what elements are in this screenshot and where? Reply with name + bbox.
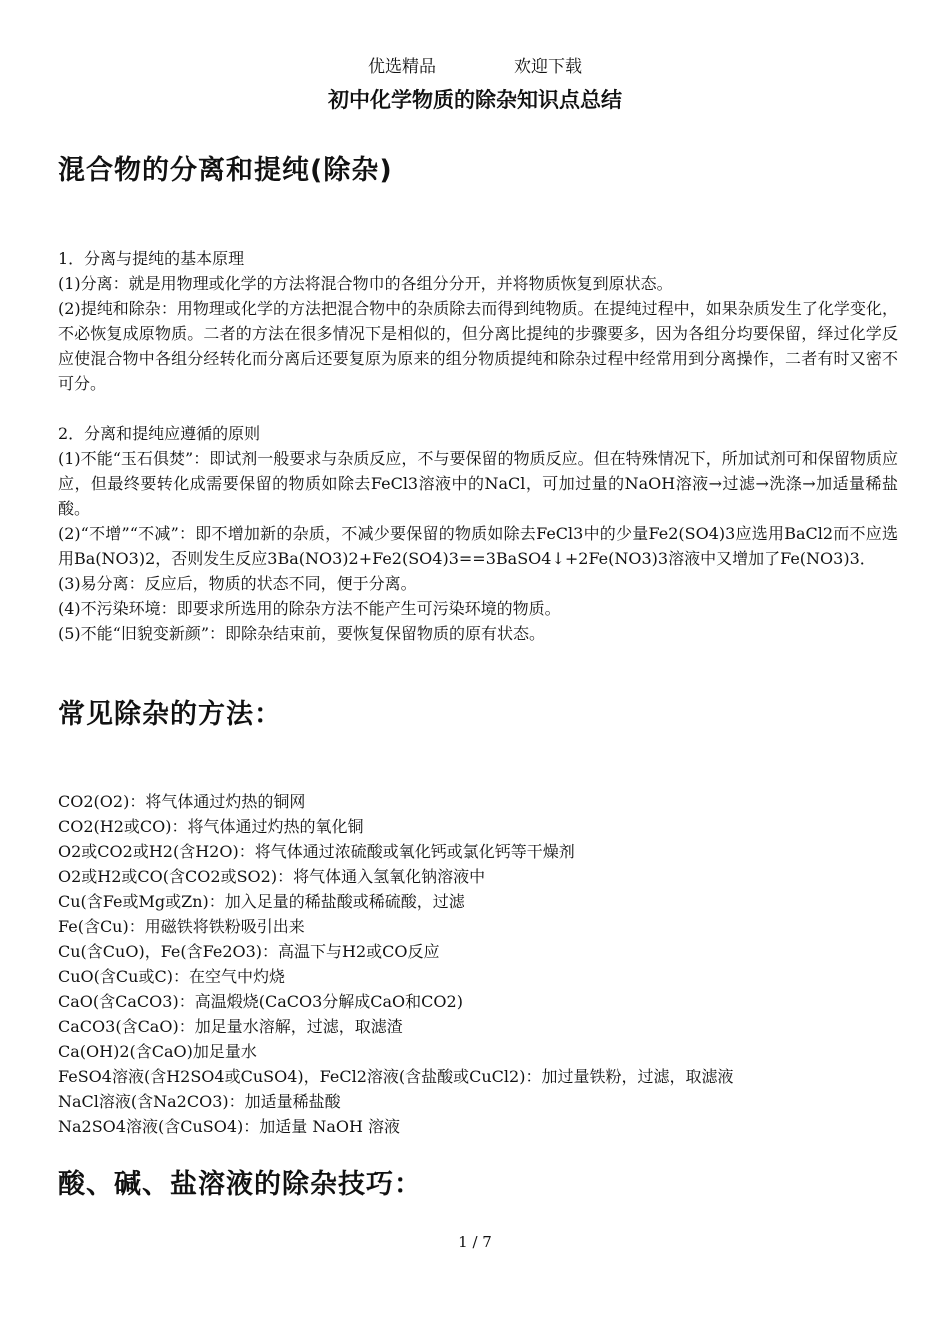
paragraph-separation: (1)分离：就是用物理或化学的方法将混合物巾的各组分分开，并将物质恢复到原状态。 <box>58 274 673 293</box>
method-item: O2或CO2或H2(含H2O)：将气体通过浓硫酸或氧化钙或氯化钙等干燥剂 <box>58 842 575 861</box>
document-title: 初中化学物质的除杂知识点总结 <box>328 88 622 112</box>
method-item: Ca(OH)2(含CaO)加足量水 <box>58 1042 257 1061</box>
method-item: CO2(O2)：将气体通过灼热的铜网 <box>58 792 306 811</box>
method-item: CaO(含CaCO3)：高温煅烧(CaCO3分解成CaO和CO2) <box>58 992 463 1011</box>
method-item: Cu(含Fe或Mg或Zn)：加入足量的稀盐酸或稀硫酸，过滤 <box>58 892 465 911</box>
method-item: CaCO3(含CaO)：加足量水溶解，过滤，取滤渣 <box>58 1017 403 1036</box>
rule-3: (3)易分离：反应后，物质的状态不同，便于分离。 <box>58 574 417 593</box>
rule-4: (4)不污染环境：即要求所选用的除杂方法不能产生可污染环境的物质。 <box>58 599 561 618</box>
section-heading-separation: 混合物的分离和提纯(除杂) <box>58 155 393 186</box>
page-number: 1 / 7 <box>458 1233 492 1251</box>
method-item: NaCl溶液(含Na2CO3)：加适量稀盐酸 <box>58 1092 341 1111</box>
method-item: Na2SO4溶液(含CuSO4)：加适量 NaOH 溶液 <box>58 1117 401 1136</box>
section-heading-methods: 常见除杂的方法： <box>58 699 282 730</box>
section-heading-acid-base-salt: 酸、碱、盐溶液的除杂技巧： <box>58 1169 422 1200</box>
method-item: Cu(含CuO)，Fe(含Fe2O3)：高温下与H2或CO反应 <box>58 942 440 961</box>
rule-2: (2)“不增”“不减”：即不增加新的杂质，不减少要保留的物质如除去FeCl3中的少量Fe2(SO4)3应选用BaCl2而不应选用Ba(NO3)2，否则发生反应3Ba(NO3)2+Fe2(SO4)3==3BaSO4↓+2Fe(NO3)3溶液中又增加了Fe(NO3)3． <box>58 524 898 568</box>
subsection-title-basic: 1．分离与提纯的基本原理 <box>58 249 245 268</box>
rule-5: (5)不能“旧貌变新颜”：即除杂结束前，要恢复保留物质的原有状态。 <box>58 624 546 643</box>
rule-1: (1)不能“玉石俱焚”：即试剂一般要求与杂质反应，不与要保留的物质反应。但在特殊情况下，所加试剂可和保留物质应应，但最终要转化成需要保留的物质如除去FeCl3溶液中的NaCl，可加过量的NaOH溶液→过滤→洗涤→加适量稀盐酸。 <box>58 449 898 518</box>
method-item: Fe(含Cu)：用磁铁将铁粉吸引出来 <box>58 917 305 936</box>
paragraph-purification: (2)提纯和除杂：用物理或化学的方法把混合物中的杂质除去而得到纯物质。在提纯过程中，如果杂质发生了化学变化，不必恢复成原物质。二者的方法在很多情况下是相似的，但分离比提纯的步骤要多，因为各组分均要保留，绎过化学反应使混合物中各组分经转化而分离后还要复原为原来的组分物质提纯和除杂过程中经常用到分离操作，二者有时又密不可分。 <box>58 299 898 393</box>
subsection-title-rules: 2．分离和提纯应遵循的原则 <box>58 424 261 443</box>
method-item: CO2(H2或CO)：将气体通过灼热的氧化铜 <box>58 817 364 836</box>
page-header <box>0 52 950 77</box>
methods-list <box>58 789 898 1139</box>
method-item: CuO(含Cu或C)：在空气中灼烧 <box>58 967 285 986</box>
header-left: 优选精品 <box>368 57 436 77</box>
section-body-principles <box>58 246 898 646</box>
method-item: FeSO4溶液(含H2SO4或CuSO4)，FeCl2溶液(含盐酸或CuCl2)：加过量铁粉，过滤，取滤液 <box>58 1067 734 1086</box>
header-right: 欢迎下载 <box>514 57 582 77</box>
method-item: O2或H2或CO(含CO2或SO2)：将气体通入氢氧化钠溶液中 <box>58 867 486 886</box>
